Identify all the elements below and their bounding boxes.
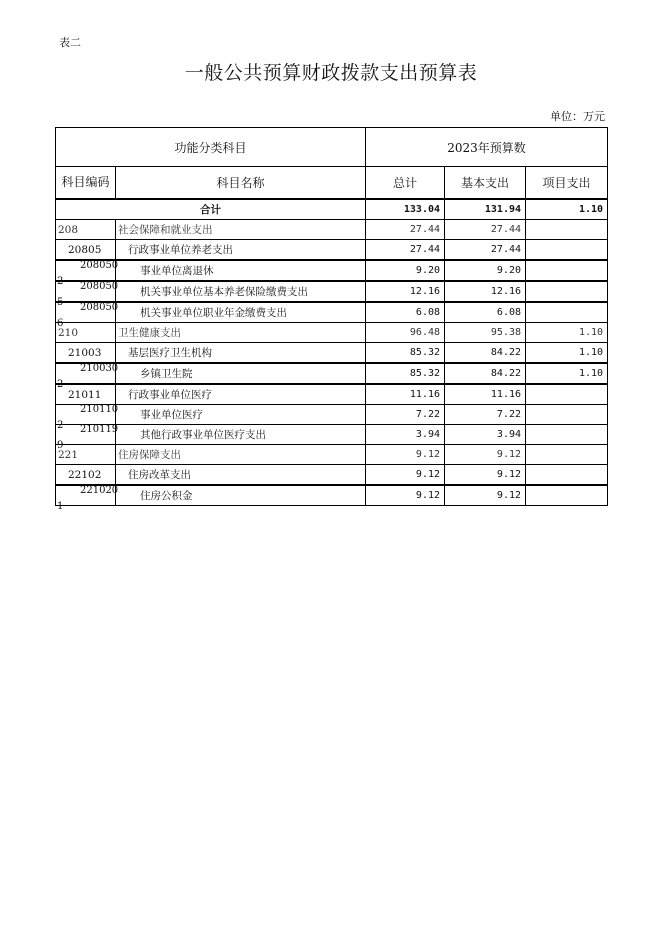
row-code: 210030 2 bbox=[57, 363, 119, 390]
table-row bbox=[56, 220, 608, 240]
header-budget-year: 2023年预算数 bbox=[366, 128, 608, 167]
row-basic: 11.16 bbox=[445, 384, 526, 405]
row-name: 基层医疗卫生机构 bbox=[116, 343, 366, 364]
total-basic: 131.94 bbox=[445, 199, 526, 220]
row-total: 85.32 bbox=[366, 363, 445, 384]
row-total: 12.16 bbox=[366, 281, 445, 302]
row-total: 9.12 bbox=[366, 485, 445, 506]
header-functional-category: 功能分类科目 bbox=[56, 128, 366, 167]
table-row bbox=[56, 384, 608, 405]
page-title: 一般公共预算财政拨款支出预算表 bbox=[184, 62, 478, 84]
row-basic: 7.22 bbox=[445, 405, 526, 425]
row-basic: 84.22 bbox=[445, 363, 526, 384]
budget-table bbox=[55, 127, 608, 512]
total-amount: 133.04 bbox=[366, 199, 445, 220]
table-row bbox=[56, 343, 608, 364]
row-total: 85.32 bbox=[366, 343, 445, 364]
row-project: 1.10 bbox=[526, 343, 608, 364]
row-code: 210110 2 bbox=[57, 404, 119, 431]
row-name: 卫生健康支出 bbox=[116, 323, 366, 343]
row-total: 9.20 bbox=[366, 260, 445, 281]
row-total: 7.22 bbox=[366, 405, 445, 425]
row-name: 事业单位离退休 bbox=[116, 260, 366, 281]
row-total: 9.12 bbox=[366, 445, 445, 465]
row-project bbox=[526, 240, 608, 261]
row-project bbox=[526, 384, 608, 405]
row-project: 1.10 bbox=[526, 363, 608, 384]
header-basic: 基本支出 bbox=[445, 167, 526, 200]
row-basic: 84.22 bbox=[445, 343, 526, 364]
row-name: 其他行政事业单位医疗支出 bbox=[116, 425, 366, 445]
header-group-row bbox=[56, 128, 608, 167]
row-project bbox=[526, 220, 608, 240]
row-code: 210 bbox=[56, 323, 116, 343]
table-row bbox=[56, 485, 608, 506]
row-name: 机关事业单位基本养老保险缴费支出 bbox=[116, 281, 366, 302]
row-project bbox=[526, 260, 608, 281]
row-project bbox=[526, 405, 608, 425]
row-basic: 9.12 bbox=[445, 485, 526, 506]
row-total: 3.94 bbox=[366, 425, 445, 445]
table-row bbox=[56, 405, 608, 425]
row-project bbox=[526, 281, 608, 302]
row-name: 机关事业单位职业年金缴费支出 bbox=[116, 302, 366, 323]
row-total: 27.44 bbox=[366, 240, 445, 261]
row-code: 21011 bbox=[56, 384, 116, 405]
table-tag: 表二 bbox=[59, 36, 81, 49]
row-code: 208050 5 bbox=[57, 281, 119, 308]
row-basic: 27.44 bbox=[445, 220, 526, 240]
row-code: 21003 bbox=[56, 343, 116, 364]
row-basic: 9.20 bbox=[445, 260, 526, 281]
row-total: 96.48 bbox=[366, 323, 445, 343]
row-code: 22102 bbox=[56, 465, 116, 486]
table-row bbox=[56, 260, 608, 281]
row-code: 208050 2 bbox=[57, 260, 119, 287]
row-name: 住房保障支出 bbox=[116, 445, 366, 465]
row-code: 208050 6 bbox=[57, 302, 119, 329]
row-name: 住房公积金 bbox=[116, 485, 366, 506]
total-label: 合计 bbox=[56, 199, 366, 220]
row-project bbox=[526, 465, 608, 486]
row-basic: 27.44 bbox=[445, 240, 526, 261]
row-basic: 6.08 bbox=[445, 302, 526, 323]
row-name: 行政事业单位医疗 bbox=[116, 384, 366, 405]
row-name: 事业单位医疗 bbox=[116, 405, 366, 425]
row-code: 210119 9 bbox=[57, 424, 119, 451]
row-basic: 95.38 bbox=[445, 323, 526, 343]
row-name: 乡镇卫生院 bbox=[116, 363, 366, 384]
table-row bbox=[56, 323, 608, 343]
row-project bbox=[526, 485, 608, 506]
table-row bbox=[56, 465, 608, 486]
row-basic: 9.12 bbox=[445, 445, 526, 465]
header-total: 总计 bbox=[366, 167, 445, 200]
row-total: 27.44 bbox=[366, 220, 445, 240]
row-basic: 3.94 bbox=[445, 425, 526, 445]
row-project bbox=[526, 445, 608, 465]
header-name: 科目名称 bbox=[116, 167, 366, 200]
table-row bbox=[56, 363, 608, 384]
table-row bbox=[56, 281, 608, 302]
header-column-row bbox=[56, 167, 608, 200]
row-project: 1.10 bbox=[526, 323, 608, 343]
total-project: 1.10 bbox=[526, 199, 608, 220]
row-project bbox=[526, 425, 608, 445]
row-total: 6.08 bbox=[366, 302, 445, 323]
row-code: 221 bbox=[56, 445, 116, 465]
row-project bbox=[526, 302, 608, 323]
row-code: 208 bbox=[56, 220, 116, 240]
row-total: 11.16 bbox=[366, 384, 445, 405]
table-row bbox=[56, 302, 608, 323]
row-basic: 12.16 bbox=[445, 281, 526, 302]
total-row bbox=[56, 199, 608, 220]
row-total: 9.12 bbox=[366, 465, 445, 486]
header-project: 项目支出 bbox=[526, 167, 608, 200]
row-name: 行政事业单位养老支出 bbox=[116, 240, 366, 261]
header-code: 科目编码 bbox=[56, 167, 116, 200]
unit-label: 单位：万元 bbox=[550, 110, 605, 123]
row-name: 住房改革支出 bbox=[116, 465, 366, 486]
row-name: 社会保障和就业支出 bbox=[116, 220, 366, 240]
table-row bbox=[56, 425, 608, 445]
row-code: 20805 bbox=[56, 240, 116, 261]
row-basic: 9.12 bbox=[445, 465, 526, 486]
table-row bbox=[56, 445, 608, 465]
table-row bbox=[56, 240, 608, 261]
row-code: 221020 1 bbox=[57, 485, 119, 512]
